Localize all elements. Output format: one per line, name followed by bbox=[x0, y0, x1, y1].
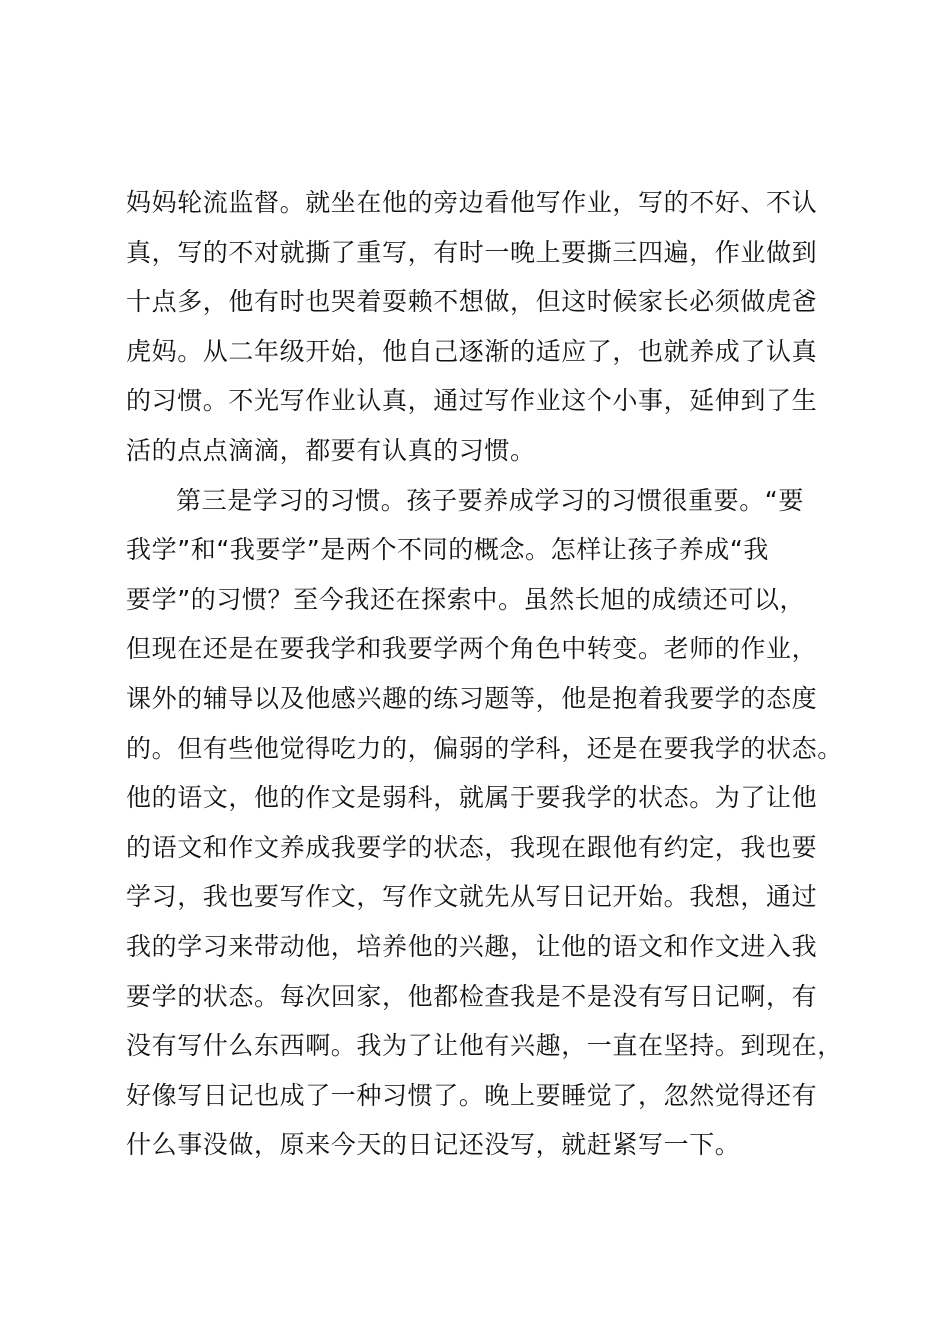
text-line: 好像写日记也成了一种习惯了。晚上要睡觉了，忽然觉得还有 bbox=[126, 1080, 818, 1110]
text-line: 的。但有些他觉得吃力的，偏弱的学科，还是在要我学的状态。 bbox=[126, 733, 843, 763]
text-line: 活的点点滴滴，都要有认真的习惯。 bbox=[126, 435, 536, 465]
text-line: 我学”和“我要学”是两个不同的概念。怎样让孩子养成“我 bbox=[126, 535, 770, 565]
text-line: 我的学习来带动他，培养他的兴趣，让他的语文和作文进入我 bbox=[126, 931, 818, 961]
body-text bbox=[126, 178, 844, 1170]
text-line: 学习，我也要写作文，写作文就先从写日记开始。我想，通过 bbox=[126, 882, 818, 912]
text-line: 要学”的习惯？至今我还在探索中。虽然长旭的成绩还可以， bbox=[126, 584, 806, 614]
text-line: 他的语文，他的作文是弱科，就属于要我学的状态。为了让他 bbox=[126, 783, 818, 813]
text-line: 课外的辅导以及他感兴趣的练习题等，他是抱着我要学的态度 bbox=[126, 683, 818, 713]
text-line: 的语文和作文养成我要学的状态，我现在跟他有约定，我也要 bbox=[126, 832, 818, 862]
text-line: 要学的状态。每次回家，他都检查我是不是没有写日记啊，有 bbox=[126, 981, 818, 1011]
text-line: 妈妈轮流监督。就坐在他的旁边看他写作业，写的不好、不认 bbox=[126, 188, 818, 217]
text-line: 什么事没做，原来今天的日记还没写，就赶紧写一下。 bbox=[126, 1130, 741, 1160]
text-line: 没有写什么东西啊。我为了让他有兴趣，一直在坚持。到现在， bbox=[126, 1031, 843, 1061]
paragraph-start-line: 第三是学习的习惯。孩子要养成学习的习惯很重要。“要 bbox=[176, 485, 804, 515]
text-line: 真，写的不对就撕了重写，有时一晚上要撕三四遍，作业做到 bbox=[126, 237, 818, 267]
text-line: 但现在还是在要我学和我要学两个角色中转变。老师的作业， bbox=[126, 634, 818, 664]
text-line: 虎妈。从二年级开始，他自己逐渐的适应了，也就养成了认真 bbox=[126, 336, 818, 366]
text-line: 的习惯。不光写作业认真，通过写作业这个小事，延伸到了生 bbox=[126, 386, 818, 416]
text-line: 十点多，他有时也哭着耍赖不想做，但这时候家长必须做虎爸 bbox=[126, 287, 818, 317]
